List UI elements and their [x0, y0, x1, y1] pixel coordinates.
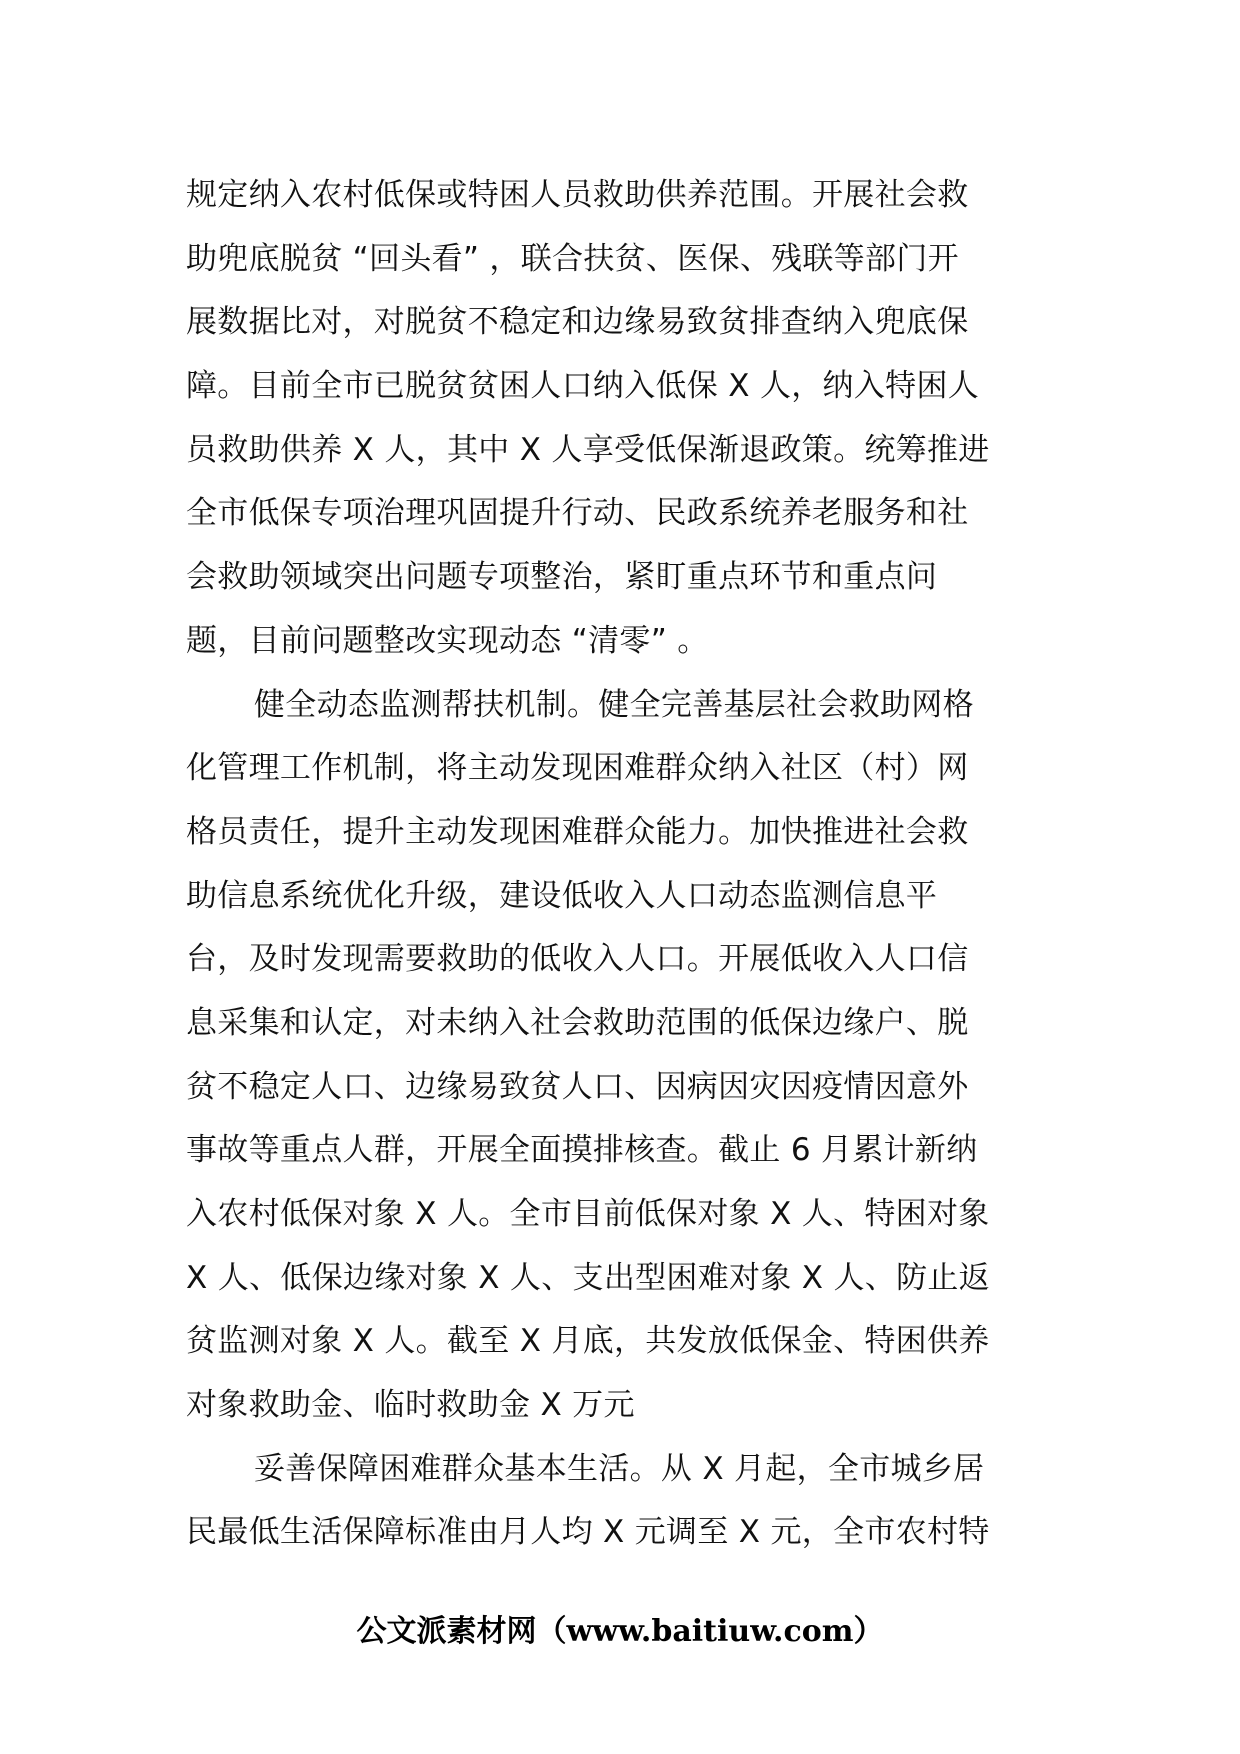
text-line: 格员责任，提升主动发现困难群众能力。加快推进社会救	[186, 813, 969, 850]
text-line: 贫监测对象 X 人。截至 X 月底，共发放低保金、特困供养	[186, 1323, 990, 1360]
text-line: 民最低生活保障标准由月人均 X 元调至 X 元，全市农村特	[186, 1514, 990, 1551]
text-line: 贫不稳定人口、边缘易致贫人口、因病因灾因疫情因意外	[186, 1068, 969, 1105]
paragraph-start-line: 妥善保障困难群众基本生活。从 X 月起，全市城乡居	[254, 1450, 985, 1487]
text-line: 规定纳入农村低保或特困人员救助供养范围。开展社会救	[186, 177, 969, 213]
text-line: 会救助领域突出问题专项整治，紧盯重点环节和重点问	[186, 559, 938, 596]
text-line: 展数据比对，对脱贫不稳定和边缘易致贫排查纳入兜底保	[186, 304, 969, 341]
text-line: 全市低保专项治理巩固提升行动、民政系统养老服务和社	[186, 495, 969, 532]
text-line: 化管理工作机制，将主动发现困难群众纳入社区（村）网	[186, 750, 969, 787]
text-line: 题，目前问题整改实现动态 “清零” 。	[186, 622, 709, 659]
text-line: 台，及时发现需要救助的低收入人口。开展低收入人口信	[186, 941, 969, 978]
text-line: 员救助供养 X 人，其中 X 人享受低保渐退政策。统筹推进	[186, 431, 990, 468]
text-line: 助信息系统优化升级，建设低收入人口动态监测信息平	[186, 877, 938, 914]
text-line: 助兜底脱贫 “回头看” ，联合扶贫、医保、残联等部门开	[186, 240, 959, 277]
document-body	[186, 164, 1056, 1565]
text-line: 息采集和认定，对未纳入社会救助范围的低保边缘户、脱	[186, 1004, 969, 1041]
text-line: 障。目前全市已脱贫贫困人口纳入低保 X 人，纳入特困人	[186, 368, 980, 405]
text-line: 入农村低保对象 X 人。全市目前低保对象 X 人、特困对象	[186, 1196, 990, 1232]
text-line: X 人、低保边缘对象 X 人、支出型困难对象 X 人、防止返	[186, 1259, 990, 1296]
footer-watermark: 公文派素材网（www.baitiuw.com）	[356, 1614, 884, 1649]
text-line: 对象救助金、临时救助金 X 万元	[186, 1387, 635, 1424]
text-line: 事故等重点人群，开展全面摸排核查。截止 6 月累计新纳	[186, 1132, 978, 1169]
paragraph-start-line: 健全动态监测帮扶机制。健全完善基层社会救助网格	[254, 686, 974, 723]
